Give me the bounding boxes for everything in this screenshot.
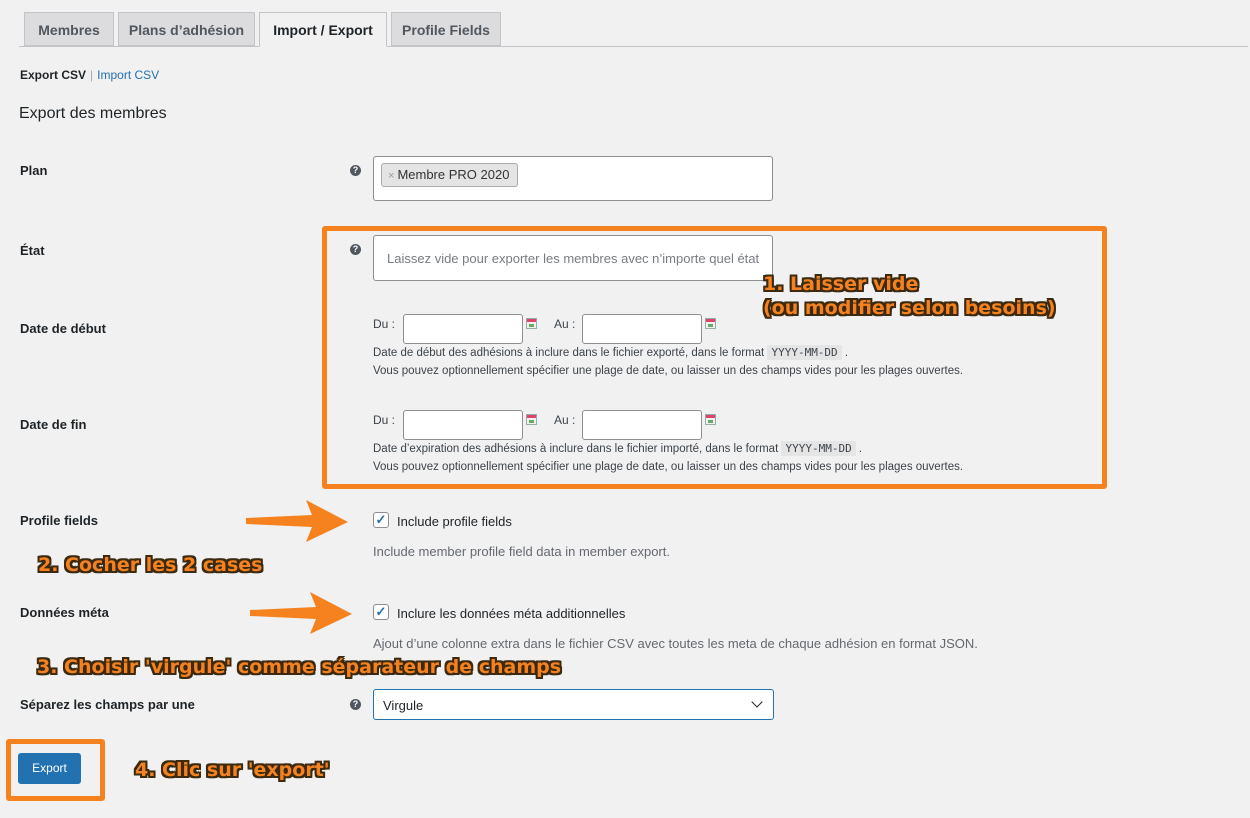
date-fin-desc-text: Date d’expiration des adhésions à inclure dans le fichier importé, dans le format [373, 443, 779, 455]
plan-chip-label: Membre PRO 2020 [397, 167, 510, 182]
tab-profile-fields[interactable]: Profile Fields [391, 12, 501, 46]
date-debut-label: Date de début [20, 321, 106, 336]
subnav-export-csv[interactable]: Export CSV [20, 68, 87, 82]
separator-label: Séparez les champs par une [20, 697, 195, 712]
date-format-code: YYYY-MM-DD [767, 345, 841, 360]
date-debut-desc-text: Date de début des adhésions à inclure dans le fichier exporté, dans le format [373, 347, 765, 359]
annotation-step4: 4. Clic sur 'export' [135, 759, 330, 781]
annotation-frame-export [6, 739, 105, 801]
date-fin-desc-end: . [858, 443, 863, 455]
tab-membres[interactable]: Membres [24, 12, 114, 46]
subsub-nav [20, 68, 159, 82]
annotation-frame-dates [322, 226, 1107, 489]
annotation-step1-line2: (ou modifier selon besoins) [763, 297, 1056, 319]
meta-description: Ajout d’une colonne extra dans le fichier CSV avec toutes les meta de chaque adhésion en format JSON. [373, 636, 978, 651]
profile-fields-description: Include member profile field data in member export. [373, 544, 670, 559]
question-circle-icon[interactable]: ? [350, 244, 361, 255]
meta-checkbox-label[interactable]: Inclure les données méta additionnelles [397, 606, 626, 621]
meta-label: Données méta [20, 605, 109, 620]
annotation-step2: 2. Cocher les 2 cases [38, 554, 263, 576]
profile-fields-checkbox[interactable]: ✓ [373, 512, 389, 528]
question-circle-icon[interactable]: ? [350, 165, 361, 176]
date-fin-label: Date de fin [20, 417, 87, 432]
profile-fields-label: Profile fields [20, 513, 99, 528]
date-debut-to-label: Au : [554, 317, 576, 331]
date-debut-desc-line2: Vous pouvez optionnellement spécifier une plage de date, ou laisser un des champs vides pour les plages ouvertes. [373, 365, 964, 377]
annotation-step1 [763, 272, 1056, 320]
date-fin-desc-line2: Vous pouvez optionnellement spécifier une plage de date, ou laisser un des champs vides pour les plages ouvertes. [373, 461, 964, 473]
question-circle-icon[interactable]: ? [350, 699, 361, 710]
etat-placeholder: Laissez vide pour exporter les membres avec n’importe quel état [387, 251, 760, 266]
plan-chip [381, 163, 518, 187]
subnav-separator: | [90, 68, 94, 82]
annotation-arrow-icon [248, 590, 354, 636]
remove-chip-icon[interactable]: × [388, 170, 395, 182]
separator-select-value: Virgule [383, 698, 424, 713]
tab-plans-adhesion[interactable]: Plans d’adhésion [118, 12, 255, 46]
nav-tab-wrapper [0, 0, 1250, 47]
section-title: Export des membres [19, 105, 167, 122]
meta-checkbox[interactable]: ✓ [373, 604, 389, 620]
profile-fields-checkbox-label[interactable]: Include profile fields [397, 514, 512, 529]
date-fin-to-label: Au : [554, 413, 576, 427]
date-debut-desc-end: . [844, 347, 849, 359]
separator-select[interactable] [373, 689, 774, 720]
date-fin-from-label: Du : [373, 413, 396, 427]
plan-multiselect[interactable] [373, 156, 773, 201]
date-format-code: YYYY-MM-DD [781, 441, 855, 456]
chevron-down-icon [751, 696, 762, 707]
annotation-step1-line1: 1. Laisser vide [763, 273, 919, 295]
export-button[interactable]: Export [18, 753, 81, 784]
plan-label: Plan [20, 163, 48, 178]
date-debut-from-label: Du : [373, 317, 396, 331]
tab-import-export[interactable]: Import / Export [259, 12, 387, 47]
annotation-arrow-icon [244, 498, 350, 544]
subnav-import-csv-link[interactable]: Import CSV [97, 68, 160, 82]
annotation-step3: 3. Choisir 'virgule' comme séparateur de champs [37, 656, 562, 678]
etat-label: État [20, 243, 45, 258]
